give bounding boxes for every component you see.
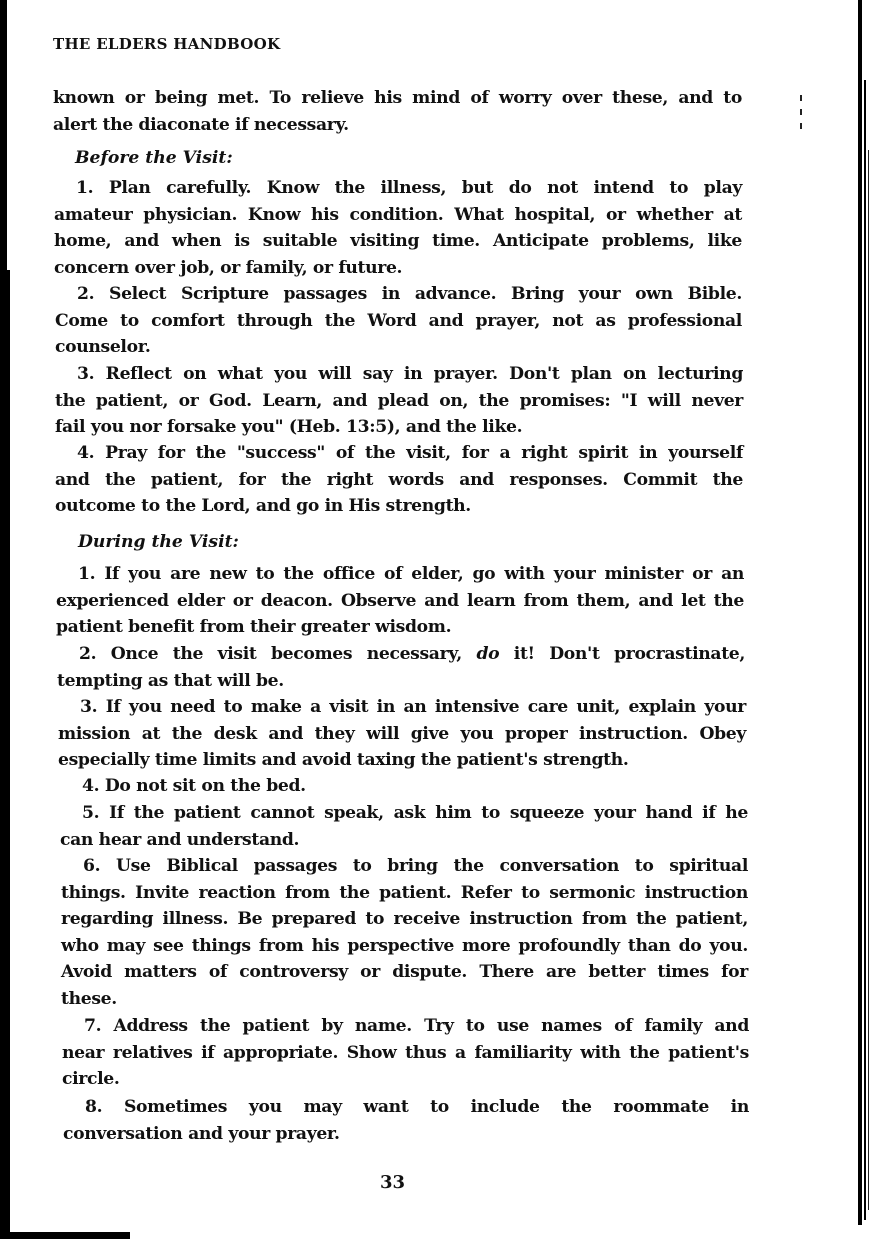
text-line: home, and when is suitable visiting time. Anticipate problems, like bbox=[54, 231, 742, 251]
text-line: 7. Address the patient by name. Try to use names of family and bbox=[84, 1016, 749, 1036]
text-line: who may see things from his perspective more profoundly than do you. bbox=[61, 935, 748, 956]
list-item bbox=[55, 361, 743, 441]
text-line: can hear and understand. bbox=[60, 829, 300, 850]
text-line: 3. Reflect on what you will say in prayer. Don't plan on lecturing bbox=[77, 364, 743, 384]
text-line: patient benefit from their greater wisdom. bbox=[56, 617, 452, 637]
scan-edge-right bbox=[858, 0, 862, 1225]
text-line: 4. Do not sit on the bed. bbox=[82, 776, 306, 796]
text-segment: it! Don't procrastinate, bbox=[513, 644, 745, 664]
text-line: 1. Plan carefully. Know the illness, but do not intend to play bbox=[76, 178, 742, 198]
list-item bbox=[55, 440, 743, 520]
list-item bbox=[60, 773, 748, 800]
text-line: near relatives if appropriate. Show thus a familiarity with the patient's bbox=[62, 1042, 749, 1063]
text-line: things. Invite reaction from the patient. Refer to sermonic instruction bbox=[61, 882, 748, 903]
page-number: 33 bbox=[380, 1172, 406, 1193]
section-heading: Before the Visit: bbox=[75, 148, 233, 168]
list-item bbox=[63, 1094, 749, 1147]
scan-edge-left-shadow bbox=[0, 270, 10, 1239]
text-line: 8. Sometimes you may want to include the roommate in bbox=[85, 1097, 749, 1117]
list-item bbox=[58, 694, 746, 774]
text-line: and the patient, for the right words and responses. Commit the bbox=[55, 469, 743, 490]
list-item bbox=[56, 561, 744, 641]
section-before-visit bbox=[53, 142, 742, 174]
text-line: 5. If the patient cannot speak, ask him to squeeze your hand if he bbox=[82, 803, 748, 823]
intro-paragraph bbox=[53, 85, 742, 138]
text-line: tempting as that will be. bbox=[57, 670, 284, 691]
text-line: Come to comfort through the Word and prayer, not as professional bbox=[55, 310, 742, 331]
text-line: amateur physician. Know his condition. What hospital, or whether at bbox=[54, 204, 742, 225]
text-line: regarding illness. Be prepared to receive instruction from the patient, bbox=[61, 909, 748, 929]
list-item bbox=[60, 800, 748, 853]
text-line: mission at the desk and they will give you proper instruction. Obey bbox=[58, 723, 746, 744]
text-line: especially time limits and avoid taxing the patient's strength. bbox=[58, 750, 629, 770]
margin-marks bbox=[800, 95, 803, 150]
scan-edge-right-thin bbox=[868, 150, 869, 1210]
text-line: Avoid matters of controversy or dispute. There are better times for bbox=[61, 962, 748, 982]
text-line: 3. If you need to make a visit in an intensive care unit, explain your bbox=[80, 697, 746, 717]
text-line: 1. If you are new to the office of elder, go with your minister or an bbox=[78, 564, 744, 584]
list-item bbox=[54, 175, 742, 281]
text-line: 4. Pray for the "success" of the visit, for a right spirit in yourself bbox=[77, 443, 743, 463]
text-line: fail you nor forsake you" (Heb. 13:5), and the like. bbox=[55, 417, 523, 437]
section-heading: During the Visit: bbox=[78, 532, 239, 552]
text-line: circle. bbox=[62, 1069, 120, 1089]
text-segment: 2. Once the visit becomes necessary, bbox=[79, 644, 462, 664]
text-line: 2. Select Scripture passages in advance. Bring your own Bible. bbox=[77, 284, 742, 304]
text-line: known or being met. To relieve his mind of worry over these, and to bbox=[53, 88, 742, 108]
running-head: THE ELDERS HANDBOOK bbox=[53, 35, 281, 53]
list-item bbox=[62, 1013, 749, 1093]
scan-edge-right-inner bbox=[864, 80, 866, 1220]
emphasis-text: do bbox=[476, 644, 500, 664]
text-line: counselor. bbox=[55, 337, 151, 357]
text-line: 6. Use Biblical passages to bring the conversation to spiritual bbox=[83, 856, 748, 876]
list-item bbox=[57, 641, 745, 694]
text-line bbox=[57, 641, 745, 668]
scan-edge-bottom bbox=[0, 1232, 130, 1239]
text-line: alert the diaconate if necessary. bbox=[53, 114, 349, 135]
text-line: these. bbox=[61, 988, 117, 1009]
text-line: experienced elder or deacon. Observe and learn from them, and let the bbox=[56, 590, 744, 611]
section-during-visit bbox=[56, 526, 744, 558]
text-line: the patient, or God. Learn, and plead on, the promises: "I will never bbox=[55, 390, 743, 411]
list-item bbox=[55, 281, 742, 361]
text-line: concern over job, or family, or future. bbox=[54, 257, 403, 278]
text-line: conversation and your prayer. bbox=[63, 1123, 340, 1144]
text-line: outcome to the Lord, and go in His strength. bbox=[55, 496, 471, 516]
list-item bbox=[61, 853, 748, 1012]
